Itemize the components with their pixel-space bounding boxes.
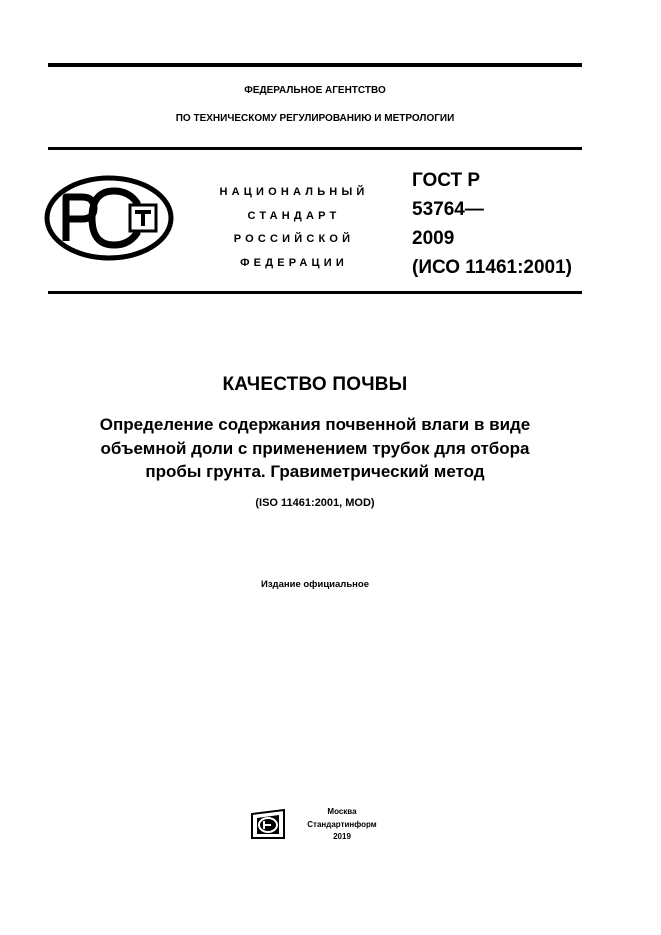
national-standard-line: ФЕДЕРАЦИИ bbox=[240, 256, 348, 269]
standard-designation bbox=[412, 166, 572, 282]
national-standard-line: НАЦИОНАЛЬНЫЙ bbox=[219, 186, 369, 198]
standard-block-divider bbox=[48, 291, 582, 294]
publication-year: 2019 bbox=[333, 832, 351, 841]
rst-certification-logo-icon bbox=[44, 175, 174, 261]
national-standard-line: РОССИЙСКОЙ bbox=[233, 233, 355, 245]
designation-line: 53764— bbox=[412, 199, 484, 220]
agency-name-line-1: ФЕДЕРАЛЬНОЕ АГЕНТСТВО bbox=[244, 85, 386, 96]
header-divider bbox=[48, 147, 582, 150]
designation-line: ГОСТ Р bbox=[412, 170, 481, 191]
subtitle-line: Определение содержания почвенной влаги в виде bbox=[99, 415, 531, 434]
top-rule bbox=[48, 63, 582, 67]
publisher-city: Москва bbox=[327, 807, 357, 816]
iso-reference: (ISO 11461:2001, MOD) bbox=[255, 497, 375, 509]
standartinform-logo-icon bbox=[248, 808, 288, 840]
subtitle-line: объемной доли с применением трубок для отбора bbox=[100, 438, 530, 458]
subtitle-line: пробы грунта. Гравиметрический метод bbox=[145, 462, 485, 481]
document-title: КАЧЕСТВО ПОЧВЫ bbox=[222, 374, 408, 395]
publisher-name: Стандартинформ bbox=[307, 819, 377, 829]
national-standard-label bbox=[205, 181, 383, 275]
publisher-info bbox=[297, 806, 387, 844]
agency-name-line-2: ПО ТЕХНИЧЕСКОМУ РЕГУЛИРОВАНИЮ И МЕТРОЛОГИИ bbox=[175, 113, 455, 124]
designation-line: (ИСО 11461:2001) bbox=[412, 257, 572, 278]
national-standard-line: СТАНДАРТ bbox=[247, 209, 341, 222]
designation-line: 2009 bbox=[412, 228, 455, 249]
edition-label: Издание официальное bbox=[261, 579, 369, 590]
document-subtitle bbox=[55, 413, 575, 484]
